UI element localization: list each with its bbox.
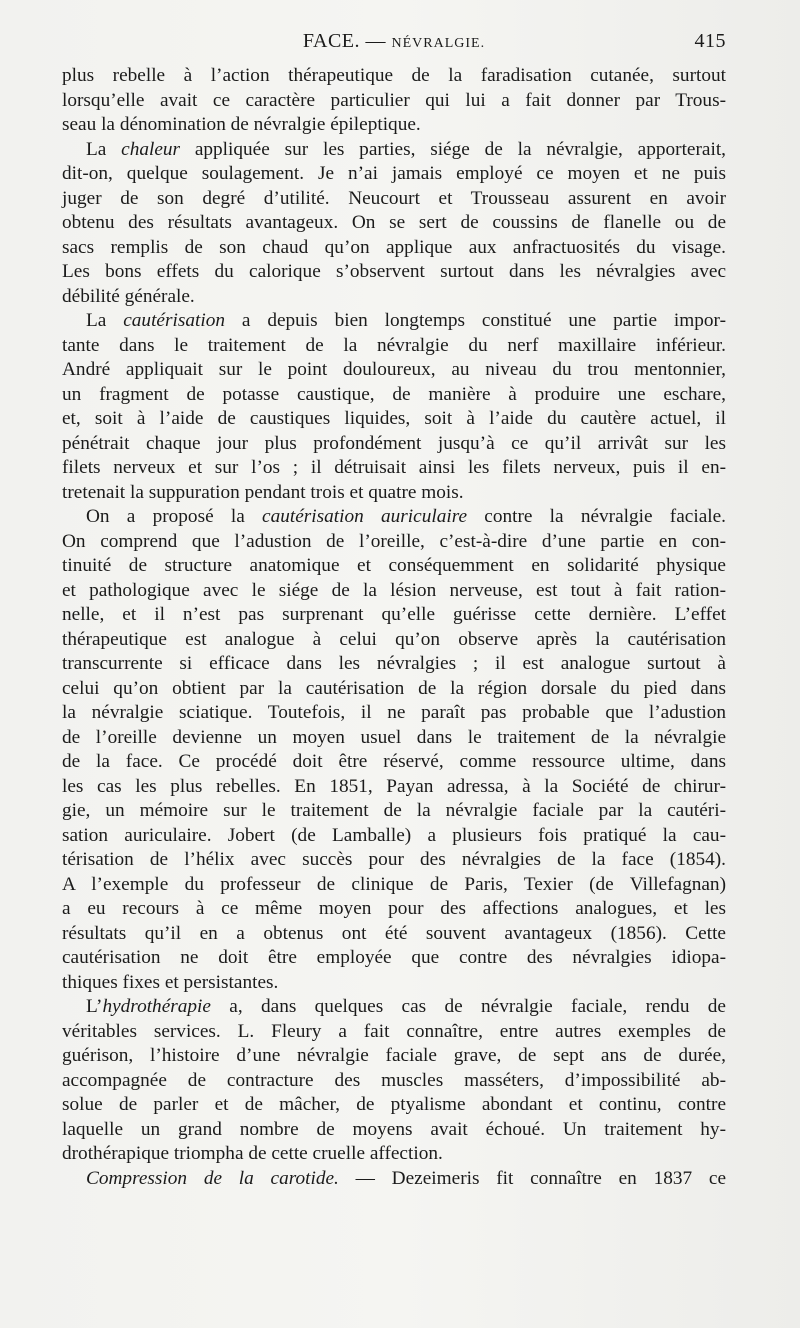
text-line (62, 334, 726, 359)
text-segment: plus rebelle à l’action thérapeutique de la faradisation cutanée, surtout (62, 65, 726, 86)
text-segment: nelle, et il n’est pas surprenant qu’elle guérisse cette dernière. L’effet (62, 604, 726, 625)
text-segment: et, soit à l’aide de caustiques liquides, soit à l’aide du cautère actuel, il (62, 408, 726, 429)
text-line (62, 922, 726, 947)
text-line (62, 701, 726, 726)
text-segment: a depuis bien longtemps constitué une partie impor- (225, 310, 726, 331)
text-line (62, 89, 726, 114)
text-line (62, 677, 726, 702)
text-line (62, 211, 726, 236)
text-segment: la névralgie sciatique. Toutefois, il ne paraît pas probable que l’adustion (62, 702, 726, 723)
italic-term: cautérisation auriculaire (262, 506, 468, 527)
text-line (62, 873, 726, 898)
text-segment: Les bons effets du calorique s’observent surtout dans les névralgies avec (62, 261, 726, 282)
text-segment: La (86, 310, 124, 331)
text-line (62, 579, 726, 604)
text-line (62, 554, 726, 579)
text-segment: résultats qu’il en a obtenus ont été souvent avantageux (1856). Cette (62, 922, 726, 944)
text-segment: solue de parler et de mâcher, de ptyalisme abondant et continu, contre (62, 1094, 726, 1115)
text-line (62, 946, 726, 971)
text-line (62, 481, 726, 506)
text-segment: de l’oreille devienne un moyen usuel dans le traitement de la névralgie (62, 726, 726, 748)
text-line (62, 383, 726, 408)
text-line (62, 1044, 726, 1069)
text-line (62, 505, 726, 530)
text-line (62, 64, 726, 89)
text-line (62, 1020, 726, 1045)
italic-term: cautérisation (123, 310, 225, 331)
text-line (62, 407, 726, 432)
text-line (62, 162, 726, 187)
running-head-title-small: NÉVRALGIE. (391, 36, 486, 51)
text-segment: appliquée sur les parties, siége de la névralgie, apporterait, (180, 138, 726, 160)
text-segment: dit-on, quelque soulagement. Je n’ai jamais employé ce moyen et ne puis (62, 163, 726, 184)
text-line (62, 187, 726, 212)
text-segment: On comprend que l’adustion de l’oreille, c’est-à-dire d’une partie en con- (62, 530, 726, 552)
text-segment: contre la névralgie faciale. (467, 506, 726, 527)
text-line (62, 138, 726, 163)
text-line (62, 1167, 726, 1192)
text-line (62, 236, 726, 261)
body-text (62, 64, 726, 1191)
text-line (62, 775, 726, 800)
text-segment: sacs remplis de son chaud qu’on applique aux anfractuosités du visage. (62, 236, 726, 258)
text-segment: seau la dénomination de névralgie épileptique. (62, 114, 421, 135)
text-line (62, 799, 726, 824)
italic-term: Compression de la carotide. (86, 1167, 339, 1189)
text-line (62, 1142, 726, 1167)
text-segment: guérison, l’histoire d’une névralgie faciale grave, de sept ans de durée, (62, 1045, 726, 1066)
text-segment: véritables services. L. Fleury a fait connaître, entre autres exemples de (62, 1020, 726, 1042)
running-head-title (62, 30, 726, 53)
text-segment: filets nerveux et sur l’os ; il détruisait ainsi les filets nerveux, puis il en- (62, 457, 726, 478)
text-segment: obtenu des résultats avantageux. On se sert de coussins de flanelle ou de (62, 212, 726, 233)
text-line (62, 1093, 726, 1118)
text-segment: juger de son degré d’utilité. Neucourt et Trousseau assurent en avoir (62, 187, 726, 209)
text-line (62, 1069, 726, 1094)
text-segment: celui qu’on obtient par la cautérisation de la région dorsale du pied dans (62, 677, 726, 699)
text-line (62, 848, 726, 873)
text-line (62, 628, 726, 653)
text-segment: et pathologique avec le siége de la lésion nerveuse, est tout à fait ration- (62, 579, 726, 601)
text-line (62, 285, 726, 310)
text-segment: a, dans quelques cas de névralgie faciale, rendu de (210, 996, 726, 1017)
text-segment: La (86, 138, 122, 160)
text-segment: thiques fixes et persistantes. (62, 971, 279, 993)
text-segment: de la face. Ce procédé doit être réservé, comme ressource ultime, dans (62, 751, 726, 772)
text-segment: les cas les plus rebelles. En 1851, Payan adressa, à la Société de chirur- (62, 775, 726, 797)
text-segment: tretenait la suppuration pendant trois et quatre mois. (62, 481, 464, 503)
text-segment: — Dezeimeris fit connaître en 1837 ce (338, 1167, 726, 1189)
text-segment: térisation de l’hélix avec succès pour des névralgies de la face (1854). (62, 849, 726, 870)
text-line (62, 309, 726, 334)
text-segment: un fragment de potasse caustique, de manière à produire une eschare, (62, 383, 726, 405)
text-line (62, 652, 726, 677)
text-segment: A l’exemple du professeur de clinique de Paris, Texier (de Villefagnan) (62, 873, 726, 895)
text-line (62, 113, 726, 138)
text-line (62, 432, 726, 457)
text-segment: transcurrente si efficace dans les névralgies ; il est analogue surtout à (62, 653, 726, 674)
text-segment: drothérapique triompha de cette cruelle affection. (62, 1143, 443, 1164)
text-segment: a eu recours à ce même moyen pour des affections analogues, et les (62, 898, 726, 919)
text-line (62, 456, 726, 481)
text-segment: thérapeutique est analogue à celui qu’on observe après la cautérisation (62, 628, 726, 650)
text-line (62, 897, 726, 922)
text-segment: laquelle un grand nombre de moyens avait échoué. Un traitement hy- (62, 1118, 726, 1140)
text-line (62, 1118, 726, 1143)
text-segment: lorsqu’elle avait ce caractère particulier qui lui a fait donner par Trous- (62, 89, 726, 111)
text-segment: débilité générale. (62, 285, 195, 307)
text-segment: tante dans le traitement de la névralgie du nerf maxillaire inférieur. (62, 334, 726, 356)
text-segment: On a proposé la (86, 506, 263, 527)
text-line (62, 726, 726, 751)
running-head (62, 30, 726, 58)
text-line (62, 358, 726, 383)
text-segment: gie, un mémoire sur le traitement de la névralgie faciale par la cautéri- (62, 800, 726, 821)
text-line (62, 603, 726, 628)
text-segment: André appliquait sur le point douloureux, au niveau du trou mentonnier, (62, 359, 726, 380)
text-line (62, 530, 726, 555)
text-line (62, 824, 726, 849)
text-segment: tinuité de structure anatomique et conséquemment en solidarité physique (62, 555, 726, 576)
text-segment: pénétrait chaque jour plus profondément jusqu’à ce qu’il arrivât sur les (62, 432, 726, 454)
text-line (62, 995, 726, 1020)
text-line (62, 971, 726, 996)
page-number: 415 (694, 30, 726, 52)
text-line (62, 260, 726, 285)
text-segment: L’ (86, 996, 103, 1017)
text-line (62, 750, 726, 775)
italic-term: hydrothérapie (102, 996, 211, 1017)
text-segment: cautérisation ne doit être employée que contre des névralgies idiopa- (62, 947, 726, 968)
running-head-title-main: FACE. — (302, 30, 392, 52)
italic-term: chaleur (121, 138, 181, 160)
text-segment: accompagnée de contracture des muscles masséters, d’impossibilité ab- (62, 1069, 726, 1091)
text-segment: sation auriculaire. Jobert (de Lamballe) a plusieurs fois pratiqué la cau- (62, 824, 726, 846)
